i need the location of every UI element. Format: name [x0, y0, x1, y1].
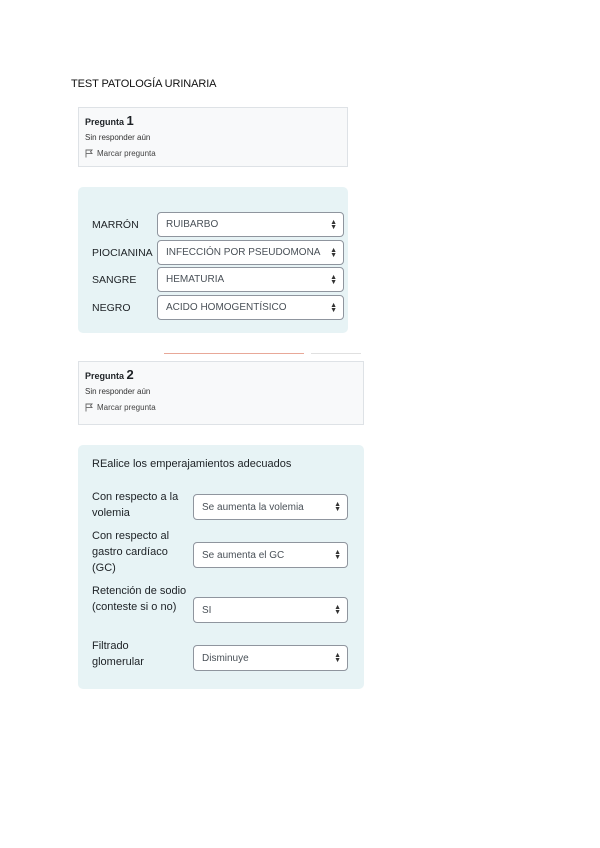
match-label: Retención de sodio (conteste si o no) [92, 585, 187, 613]
select-value: HEMATURIA [166, 274, 225, 285]
match-select[interactable] [193, 542, 348, 568]
section-divider [311, 353, 361, 354]
flag-question-link[interactable] [85, 403, 357, 412]
select-arrow-icon: ▲ ▼ [330, 301, 337, 314]
match-label: NEGRO [92, 302, 131, 314]
select-arrow-icon: ▲ ▼ [334, 501, 341, 513]
select-value: Se aumenta la volemia [202, 501, 304, 513]
question-2-info [78, 361, 364, 425]
match-label: Filtrado glomerular [92, 640, 144, 668]
select-value: Disminuye [202, 652, 249, 664]
match-select[interactable] [157, 212, 344, 237]
select-value: RUIBARBO [166, 219, 219, 230]
document-title: TEST PATOLOGÍA URINARIA [71, 78, 217, 90]
question-state: Sin responder aún [85, 387, 151, 396]
match-select[interactable] [157, 240, 344, 265]
match-label: PIOCIANINA [92, 247, 153, 259]
select-arrow-icon: ▲ ▼ [334, 549, 341, 561]
match-select[interactable] [157, 295, 344, 320]
select-value: SI [202, 604, 212, 616]
question-number: 1 [126, 113, 134, 128]
select-arrow-icon: ▲ ▼ [330, 218, 337, 231]
match-label: Con respecto a la volemia [92, 491, 179, 519]
question-state: Sin responder aún [85, 133, 151, 142]
question-1-heading [85, 113, 341, 128]
section-divider [164, 353, 304, 354]
flag-icon [85, 149, 93, 158]
question-label: Pregunta [85, 117, 125, 127]
match-label: Con respecto al gastro cardíaco (GC) [92, 530, 170, 574]
question-2-heading [85, 367, 357, 382]
select-value: INFECCIÓN POR PSEUDOMONA [166, 247, 321, 258]
question-prompt: REalice los emperajamientos adecuados [92, 458, 292, 470]
select-arrow-icon: ▲ ▼ [334, 652, 341, 664]
question-1-info [78, 107, 348, 167]
match-label: MARRÓN [92, 219, 139, 231]
match-select[interactable] [193, 597, 348, 623]
match-select[interactable] [193, 494, 348, 520]
flag-question-link[interactable] [85, 149, 341, 158]
question-label: Pregunta [85, 371, 125, 381]
select-value: ACIDO HOMOGENTÍSICO [166, 302, 287, 313]
flag-question-label: Marcar pregunta [97, 149, 156, 158]
select-arrow-icon: ▲ ▼ [330, 273, 337, 286]
match-label: SANGRE [92, 274, 137, 286]
select-arrow-icon: ▲ ▼ [330, 246, 337, 259]
flag-question-label: Marcar pregunta [97, 403, 156, 412]
select-value: Se aumenta el GC [202, 549, 285, 561]
match-select[interactable] [157, 267, 344, 292]
flag-icon [85, 403, 93, 412]
select-arrow-icon: ▲ ▼ [334, 604, 341, 616]
match-select[interactable] [193, 645, 348, 671]
question-number: 2 [126, 367, 134, 382]
